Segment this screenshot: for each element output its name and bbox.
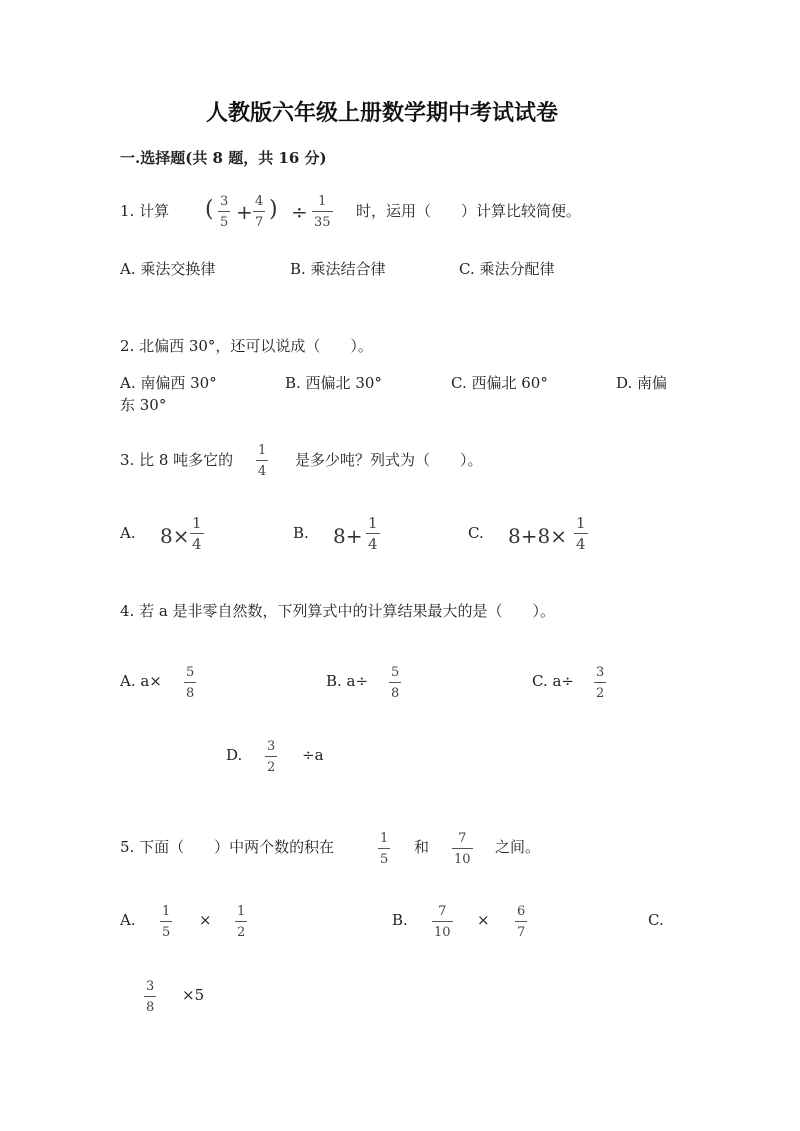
q1-prefix: 1. 计算 bbox=[120, 202, 170, 220]
q5-b-f1-denominator: 10 bbox=[434, 925, 451, 940]
q5-b-f2-denominator: 7 bbox=[517, 925, 526, 940]
q3-suffix: 是多少吨？列式为（ ）。 bbox=[295, 451, 483, 469]
q3-fraction bbox=[256, 444, 268, 478]
section-heading: 一.选择题(共 8 题，共 16 分) bbox=[120, 149, 327, 167]
q5-and: 和 bbox=[414, 838, 430, 856]
q3-option-b-label: B. bbox=[293, 524, 309, 542]
q5-option-b-label: B. bbox=[392, 911, 408, 929]
q3-prefix: 3. 比 8 吨多它的 bbox=[120, 451, 234, 469]
q5-c-denominator: 8 bbox=[146, 1000, 155, 1015]
q5-fraction-1 bbox=[378, 832, 390, 866]
q5-option-a-fraction-1 bbox=[160, 905, 172, 939]
q5-option-a-label: A. bbox=[120, 911, 136, 929]
q5-option-b-fraction-1 bbox=[432, 905, 453, 939]
q4-option-c-label: C. a÷ bbox=[532, 672, 574, 690]
q3-option-b-expr: 8+ bbox=[333, 524, 363, 548]
q1-f1-denominator: 5 bbox=[220, 215, 229, 230]
q1-fraction-1 bbox=[218, 195, 230, 229]
q4-b-numerator: 5 bbox=[391, 665, 400, 680]
q4-c-numerator: 3 bbox=[596, 665, 605, 680]
q1-option-b: B. 乘法结合律 bbox=[290, 260, 386, 278]
q2-option-d: D. 南偏 bbox=[616, 374, 668, 392]
q5-a-f1-numerator: 1 bbox=[162, 904, 171, 919]
q1-fraction-3 bbox=[312, 195, 333, 229]
q3-option-a-fraction bbox=[190, 516, 204, 552]
q2-option-d-wrap: 东 30° bbox=[120, 396, 167, 414]
q5-fraction-2 bbox=[452, 832, 473, 866]
q1-divide: ÷ bbox=[291, 200, 308, 224]
page-title: 人教版六年级上册数学期中考试试卷 bbox=[206, 100, 559, 126]
q4-d-numerator: 3 bbox=[267, 739, 276, 754]
q1-f1-numerator: 3 bbox=[220, 194, 229, 209]
q4-option-c-fraction bbox=[594, 666, 606, 700]
q1-suffix: 时，运用（ ）计算比较简便。 bbox=[356, 202, 582, 220]
q3-option-c-fraction bbox=[574, 516, 588, 552]
q4-option-a-label: A. a× bbox=[120, 672, 162, 690]
q4-stem: 4. 若 a 是非零自然数，下列算式中的计算结果最大的是（ ）。 bbox=[120, 602, 556, 620]
q3-denominator: 4 bbox=[258, 464, 267, 479]
q4-option-d-label: D. bbox=[226, 746, 243, 764]
q5-f1-numerator: 1 bbox=[380, 831, 389, 846]
q1-fraction-2 bbox=[253, 195, 265, 229]
q4-a-numerator: 5 bbox=[186, 665, 195, 680]
q1-f2-denominator: 7 bbox=[255, 215, 264, 230]
q2-option-b: B. 西偏北 30° bbox=[285, 374, 382, 392]
q3-c-numerator: 1 bbox=[576, 514, 586, 532]
q5-f1-denominator: 5 bbox=[380, 852, 389, 867]
q1-f3-numerator: 1 bbox=[318, 194, 327, 209]
q5-f2-numerator: 7 bbox=[458, 831, 467, 846]
q5-a-f1-denominator: 5 bbox=[162, 925, 171, 940]
q2-option-c: C. 西偏北 60° bbox=[451, 374, 548, 392]
q1-f2-numerator: 4 bbox=[255, 194, 264, 209]
q3-b-denominator: 4 bbox=[368, 535, 378, 553]
q3-option-a-label: A. bbox=[120, 524, 136, 542]
q5-suffix: 之间。 bbox=[495, 838, 541, 856]
q3-c-denominator: 4 bbox=[576, 535, 586, 553]
q5-c-numerator: 3 bbox=[146, 979, 155, 994]
q4-d-denominator: 2 bbox=[267, 760, 276, 775]
q5-b-f1-numerator: 7 bbox=[438, 904, 447, 919]
q5-f2-denominator: 10 bbox=[454, 852, 471, 867]
q4-c-denominator: 2 bbox=[596, 686, 605, 701]
q3-a-denominator: 4 bbox=[192, 535, 202, 553]
q3-option-c-expr: 8+8× bbox=[508, 524, 567, 548]
q5-option-b-fraction-2 bbox=[515, 905, 527, 939]
q3-option-a-expr: 8× bbox=[160, 524, 190, 548]
q1-plus: + bbox=[236, 200, 253, 224]
q3-option-c-label: C. bbox=[468, 524, 484, 542]
q5-option-c-fraction bbox=[144, 980, 156, 1014]
q4-a-denominator: 8 bbox=[186, 686, 195, 701]
q5-b-f2-numerator: 6 bbox=[517, 904, 526, 919]
q5-option-c-label: C. bbox=[648, 911, 664, 929]
q5-a-f2-denominator: 2 bbox=[237, 925, 246, 940]
q1-open-paren: ( bbox=[205, 197, 214, 222]
q3-numerator: 1 bbox=[258, 443, 267, 458]
q4-b-denominator: 8 bbox=[391, 686, 400, 701]
q3-b-numerator: 1 bbox=[368, 514, 378, 532]
q1-close-paren: ) bbox=[269, 197, 278, 222]
q1-option-a: A. 乘法交换律 bbox=[120, 260, 216, 278]
q5-option-a-fraction-2 bbox=[235, 905, 247, 939]
q3-option-b-fraction bbox=[366, 516, 380, 552]
q2-stem: 2. 北偏西 30°，还可以说成（ ）。 bbox=[120, 337, 373, 355]
q4-option-b-label: B. a÷ bbox=[326, 672, 369, 690]
q2-option-a: A. 南偏西 30° bbox=[120, 374, 217, 392]
q5-option-b-times: × bbox=[477, 911, 490, 929]
q4-option-d-suffix: ÷a bbox=[302, 746, 324, 764]
q4-option-a-fraction bbox=[184, 666, 196, 700]
q4-option-d-fraction bbox=[265, 740, 277, 774]
q3-a-numerator: 1 bbox=[192, 514, 202, 532]
q5-option-c-suffix: ×5 bbox=[182, 986, 205, 1004]
q4-option-b-fraction bbox=[389, 666, 401, 700]
q5-prefix: 5. 下面（ ）中两个数的积在 bbox=[120, 838, 335, 856]
q5-a-f2-numerator: 1 bbox=[237, 904, 246, 919]
q1-option-c: C. 乘法分配律 bbox=[459, 260, 555, 278]
q5-option-a-times: × bbox=[199, 911, 212, 929]
q1-f3-denominator: 35 bbox=[314, 215, 331, 230]
